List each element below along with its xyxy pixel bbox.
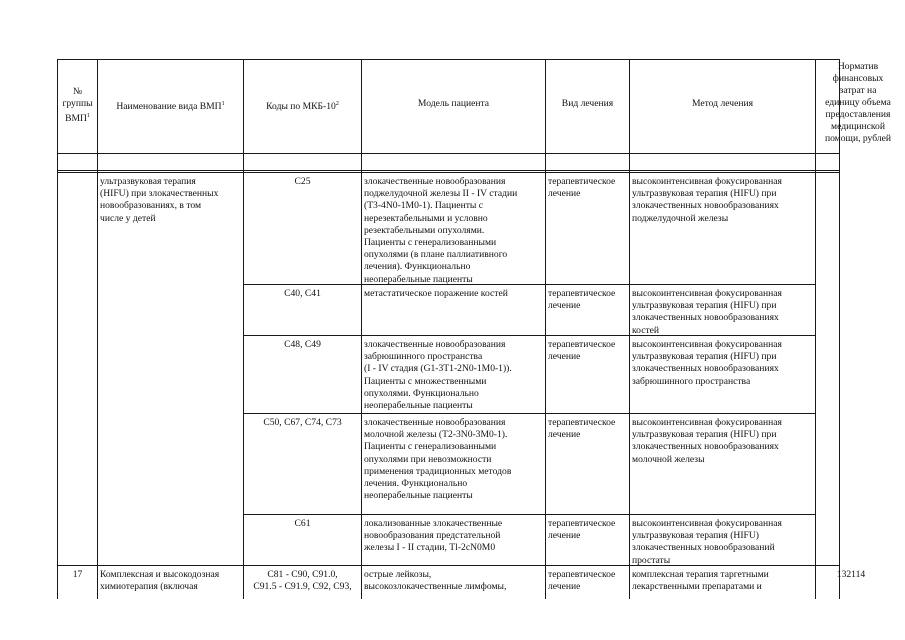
type-cell: терапевтическое лечение (548, 339, 616, 363)
header-col-name-text: Наименование вида ВМП (116, 101, 222, 113)
footnote-ref: 2 (335, 101, 339, 107)
header-col-icd (244, 98, 361, 113)
method-cell: высокоинтенсивная фокусированная ультразвуковая терапия (HIFU) при злокачественных новообразованиях костей (632, 288, 782, 336)
header-col-icd-text: Коды по МКБ-10 (266, 101, 336, 113)
header-col-model: Модель пациента (417, 98, 490, 109)
model-cell: острые лейкозы, высокозлокачественные лимфомы, (364, 569, 507, 593)
icd-cell: C61 (294, 518, 311, 529)
footnote-ref: 1 (86, 113, 90, 119)
group-num-cell: 17 (72, 569, 83, 580)
icd-cell: C48, C49 (284, 339, 321, 350)
model-cell: локализованные злокачественные новообразования предстательной железы I - II стадии, Tl-2cN0M0 (364, 518, 503, 554)
model-cell: злокачественные новообразования поджелудочной железы II - IV стадии (T3-4N0-1M0-1). Пациенты с нерезектабельными и условно резектабельными опухолями. Пациенты с генерализованными опухолями (в плане паллиативного лечения). Функционально неоперабельные пациенты (364, 176, 518, 285)
icd-cell: C40, C41 (284, 288, 321, 299)
header-col-norm: Норматив финансовых затрат на единицу объема предоставления медицинской помощи, рублей (824, 61, 892, 144)
header-col-num-text: № группы ВМП (62, 86, 93, 125)
group-name: ультразвуковая терапия (HIFU) при злокачественных новообразованиях, в том числе у детей (100, 176, 219, 224)
header-col-num (58, 86, 97, 125)
type-cell: терапевтическое лечение (548, 288, 616, 312)
header-col-type: Вид лечения (561, 98, 614, 109)
type-cell: терапевтическое лечение (548, 569, 616, 593)
type-cell: терапевтическое лечение (548, 417, 616, 441)
icd-cell: C50, C67, C74, C73 (263, 417, 342, 428)
method-cell: высокоинтенсивная фокусированная ультразвуковая терапия (HIFU) злокачественных новообразований простаты (632, 518, 782, 566)
method-cell: высокоинтенсивная фокусированная ультразвуковая терапия (HIFU) при злокачественных новообразованиях забрюшинного пространства (632, 339, 782, 387)
method-cell: высокоинтенсивная фокусированная ультразвуковая терапия (HIFU) при злокачественных новообразованиях молочной железы (632, 417, 782, 465)
model-cell: метастатическое поражение костей (364, 288, 508, 299)
type-cell: терапевтическое лечение (548, 176, 616, 200)
method-cell: комплексная терапия таргетными лекарственными препаратами и (632, 569, 769, 593)
method-cell: высокоинтенсивная фокусированная ультразвуковая терапия (HIFU) при злокачественных новообразованиях поджелудочной железы (632, 176, 782, 224)
footnote-ref: 1 (221, 101, 225, 107)
icd-cell: C81 - C90, C91.0, C91.5 - C91.9, C92, C93, (253, 569, 352, 593)
header-col-name (98, 98, 243, 113)
icd-cell: C25 (294, 176, 311, 187)
header-col-method: Метод лечения (691, 98, 754, 109)
group-name-cell: Комплексная и высокодозная химиотерапия (включая (100, 569, 220, 593)
type-cell: терапевтическое лечение (548, 518, 616, 542)
norm-cell: 132114 (836, 569, 866, 580)
model-cell: злокачественные новообразования забрюшинного пространства (I - IV стадия (G1-3T1-2N0-1M0-1)). Пациенты с множественными опухолями. Функционально неоперабельные пациенты (364, 339, 512, 412)
model-cell: злокачественные новообразования молочной железы (T2-3N0-3M0-1). Пациенты с генерализованными опухолями при невозможности применения традиционных методов лечения. Функционально неоперабельные пациенты (364, 417, 512, 502)
